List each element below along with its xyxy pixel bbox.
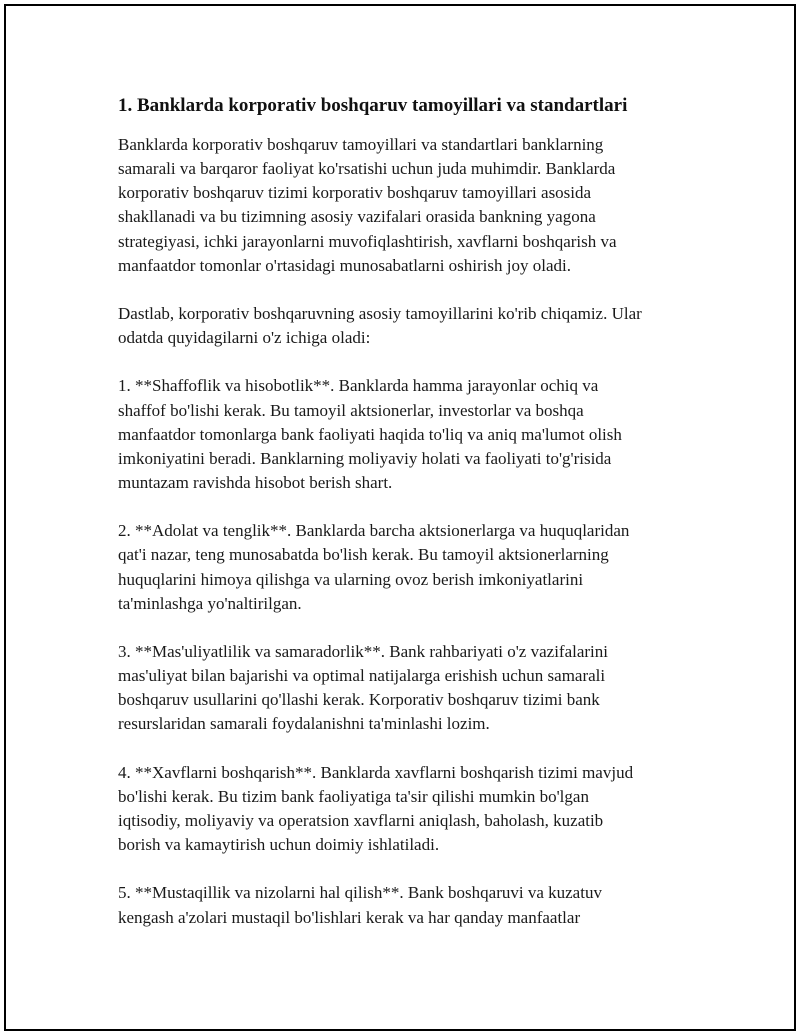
paragraph-line: 5. **Mustaqillik va nizolarni hal qilish**. Bank boshqaruvi va kuzatuv (118, 883, 602, 903)
paragraph-line: 3. **Mas'uliyatlilik va samaradorlik**. Bank rahbariyati o'z vazifalarini (118, 641, 609, 661)
paragraph-line: odatda quyidagilarni o'z ichiga oladi: (118, 328, 371, 348)
paragraph-line: 2. **Adolat va tenglik**. Banklarda barcha aktsionerlarga va huquqlaridan (118, 521, 630, 541)
paragraph-line: shakllanadi va bu tizimning asosiy vazifalari orasida bankning yagona (118, 207, 596, 227)
paragraph-line: Banklarda korporativ boshqaruv tamoyillari va standartlari banklarning (118, 135, 604, 154)
paragraph (118, 133, 738, 278)
paragraph-line: ta'minlashga yo'naltirilgan. (118, 593, 302, 613)
paragraph-line: iqtisodiy, moliyaviy va operatsion xavflarni aniqlash, baholash, kuzatib (118, 810, 604, 830)
paragraph (118, 374, 738, 495)
paragraph-line: boshqaruv usullarini qo'llashi kerak. Korporativ boshqaruv tizimi bank (118, 690, 600, 710)
paragraph-line: resurslaridan samarali foydalanishni ta'minlashi lozim. (118, 714, 490, 734)
paragraph-line: strategiyasi, ichki jarayonlarni muvofiqlashtirish, xavflarni boshqarish va (118, 231, 617, 251)
paragraph-line: 1. **Shaffoflik va hisobotlik**. Banklarda hamma jarayonlar ochiq va (118, 376, 599, 396)
paragraph-line: qat'i nazar, teng munosabatda bo'lish kerak. Bu tamoyil aktsionerlarning (118, 545, 609, 565)
paragraph-line: bo'lishi kerak. Bu tizim bank faoliyatiga ta'sir qilishi mumkin bo'lgan (118, 786, 589, 806)
paragraph-line: korporativ boshqaruv tizimi korporativ boshqaruv tamoyillari asosida (118, 183, 592, 203)
paragraph-line: borish va kamaytirish uchun doimiy ishlatiladi. (118, 835, 440, 855)
paragraph-line: manfaatdor tomonlarga bank faoliyati haqida to'liq va aniq ma'lumot olish (118, 424, 622, 444)
paragraph-line: mas'uliyat bilan bajarishi va optimal natijalarga erishish uchun samarali (118, 666, 606, 686)
paragraph (118, 640, 738, 737)
paragraph-line: 4. **Xavflarni boshqarish**. Banklarda xavflarni boshqarish tizimi mavjud (118, 762, 634, 782)
paragraph-line: samarali va barqaror faoliyat ko'rsatishi uchun juda muhimdir. Banklarda (118, 159, 616, 179)
paragraph-line: kengash a'zolari mustaqil bo'lishlari kerak va har qanday manfaatlar (118, 907, 581, 927)
document-body (118, 94, 738, 954)
paragraph-list (118, 133, 738, 930)
paragraph-line: Dastlab, korporativ boshqaruvning asosiy tamoyillarini ko'rib chiqamiz. Ular (118, 303, 642, 323)
paragraph-line: huquqlarini himoya qilishga va ularning ovoz berish imkoniyatlarini (118, 569, 584, 589)
section-heading: 1. Banklarda korporativ boshqaruv tamoyillari va standartlari (118, 95, 628, 116)
paragraph-line: muntazam ravishda hisobot berish shart. (118, 472, 393, 492)
paragraph-line: shaffof bo'lishi kerak. Bu tamoyil aktsionerlar, investorlar va boshqa (118, 400, 584, 420)
paragraph-line: manfaatdor tomonlar o'rtasidagi munosabatlarni oshirish joy oladi. (118, 255, 571, 275)
paragraph (118, 302, 738, 350)
paragraph (118, 761, 738, 858)
paragraph-line: imkoniyatini beradi. Banklarning moliyaviy holati va faoliyati to'g'risida (118, 448, 612, 468)
paragraph (118, 881, 738, 929)
paragraph (118, 519, 738, 616)
